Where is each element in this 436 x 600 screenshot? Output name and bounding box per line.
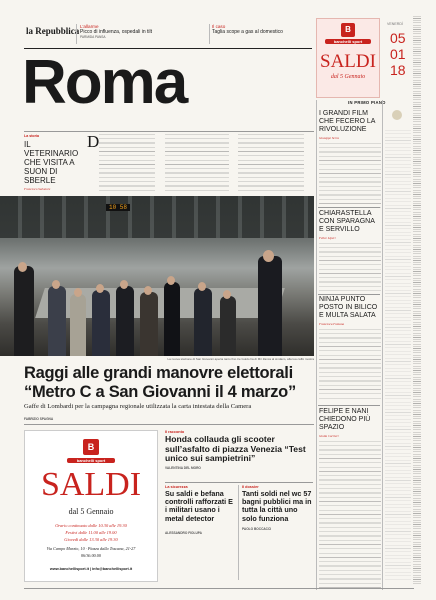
bottom-article-1-kicker: Il racconto xyxy=(165,430,185,434)
ceiling xyxy=(0,196,314,238)
teaser-1-title: L'allarme xyxy=(80,24,99,29)
teaser-2[interactable] xyxy=(212,24,308,35)
station-clock: 10 58 xyxy=(106,204,130,211)
date-year: 18 xyxy=(390,62,406,78)
teaser-2-title: Il caso xyxy=(212,24,226,29)
left-article-author: Francesco Salvatore xyxy=(24,187,51,191)
right-article-3-author: Francesca Fontana xyxy=(319,322,345,326)
right-article-2-author: Felice Liperi xyxy=(319,236,336,240)
teaser-2-text: Taglia scope a gas al domestico xyxy=(212,29,283,35)
right-article-2-headline: CHIARASTELLA CON SPARAGNA E SERVILLO xyxy=(319,210,375,233)
bottom-ad-address: Via Campo Marzio, 10 · Piazza dalla Toscana, 21-27 xyxy=(46,546,136,551)
date-day: 05 xyxy=(390,30,406,46)
bottom-article-2[interactable] xyxy=(165,485,235,535)
bottom-article-3-headline: Tanti soldi nel wc 57 bagni pubblici ma in tutta la città uno solo funziona xyxy=(242,489,312,523)
bottom-ad-phone: 06/36.00.00 xyxy=(80,553,101,558)
right-article-4-author: Giulia Carrieri xyxy=(319,434,339,438)
brand-logo: la Repubblica xyxy=(26,26,80,36)
bottom-article-2-byline: ALESSANDRO FIOLUPA xyxy=(165,530,202,535)
photo-caption: La nuova stazione di San Giovanni aperta tanto fino tre Guido ha di Mir Zanca al sindaco, alla tua caffè mostra xyxy=(167,357,314,361)
left-article[interactable] xyxy=(24,134,82,191)
bottom-ad-logo-icon: B xyxy=(83,439,99,455)
right-article-4-headline: FELIPE E NANI CHIEDONO PIÙ SPAZIO xyxy=(319,408,371,431)
teaser-1-text: Picco di influenza, ospedali in tilt xyxy=(80,29,152,35)
date-label: VENERDÌ xyxy=(387,22,403,26)
teaser-1-credit: PARMIDA PANSA xyxy=(80,35,106,39)
top-ad-subtitle: dal 5 Gennaio xyxy=(330,74,366,80)
left-article-kicker: La storia xyxy=(24,134,39,138)
bottom-ad-subtitle: dal 5 Gennaio xyxy=(68,507,114,516)
right-article-1-headline: I GRANDI FILM CHE FECERO LA RIVOLUZIONE xyxy=(319,110,376,133)
bottom-ad-saldi: SALDI xyxy=(40,466,142,503)
in-primo-piano: IN PRIMO PIANO xyxy=(348,100,386,105)
side-icon-strip xyxy=(385,130,411,580)
bottom-ad-brand: banchelli sport xyxy=(67,458,115,463)
bottom-article-1-headline: Honda collauda gli scooter sull’asfalto di piazza Venezia “Test unico sui sampietrini” xyxy=(165,434,306,463)
teaser-1[interactable] xyxy=(80,24,206,39)
right-article-2[interactable] xyxy=(319,210,381,291)
body-col-3 xyxy=(238,134,304,194)
top-ad-brand: banchelli sport xyxy=(325,39,371,44)
right-article-4[interactable] xyxy=(319,408,381,591)
drop-cap: D xyxy=(87,132,100,151)
bottom-article-2-kicker: La sicurezza xyxy=(165,485,188,489)
bottom-article-1-byline: VALENTINA DEL MORO xyxy=(165,465,201,470)
bottom-article-2-headline: Su saldi e befana controlli rafforzati E i militari usano i metal detector xyxy=(165,489,233,523)
bottom-article-3-byline: PAOLO BOCCACCI xyxy=(242,526,272,531)
right-article-3-headline: NINJA PUNTO POSTO IN BILICO E MULTA SALATA xyxy=(319,296,378,319)
right-article-1[interactable] xyxy=(319,110,381,209)
top-ad-logo-icon: B xyxy=(341,23,355,37)
weather-icon xyxy=(392,110,402,120)
bottom-ad[interactable] xyxy=(24,430,158,582)
metro-photo xyxy=(0,196,314,356)
main-byline: FABRIZIO SPAGNA xyxy=(24,417,54,421)
bottom-article-1[interactable] xyxy=(165,430,313,470)
main-headline[interactable]: Raggi alle grandi manovre elettorali “Metro C a San Giovanni il 4 marzo” xyxy=(24,364,296,401)
bottom-ad-hours-2: Festivi dalle 11.00 alle 19.00 xyxy=(65,530,117,535)
barcode xyxy=(413,16,421,586)
left-article-headline: IL VETERINARIO CHE VISITA A SUON DI SBERLE xyxy=(24,140,79,185)
main-subhead: Gaffe di Lombardi per la campagna regionale utilizzata la carta intestata della Camera xyxy=(24,403,252,410)
bottom-ad-hours-3: Giovedì dalle 13.30 alle 19.30 xyxy=(64,537,118,542)
body-col-1 xyxy=(99,134,155,194)
date-month: 01 xyxy=(390,46,406,62)
body-col-2 xyxy=(165,134,229,194)
right-article-1-author: Giuseppe Serra xyxy=(319,136,339,140)
bottom-article-3[interactable] xyxy=(242,485,314,531)
bottom-ad-web: www.banchellisport.it | info@banchellisport.it xyxy=(49,567,133,571)
bottom-ad-hours-1: Orario continuato dalle 10.30 alle 19.30 xyxy=(55,523,127,528)
left-article-body xyxy=(87,134,312,194)
top-ad-saldi: SALDI xyxy=(320,51,376,72)
right-article-3[interactable] xyxy=(319,296,381,401)
bottom-article-3-kicker: Il dossier xyxy=(242,485,259,489)
city-title: Roma xyxy=(22,48,187,117)
top-ad[interactable] xyxy=(316,18,380,98)
